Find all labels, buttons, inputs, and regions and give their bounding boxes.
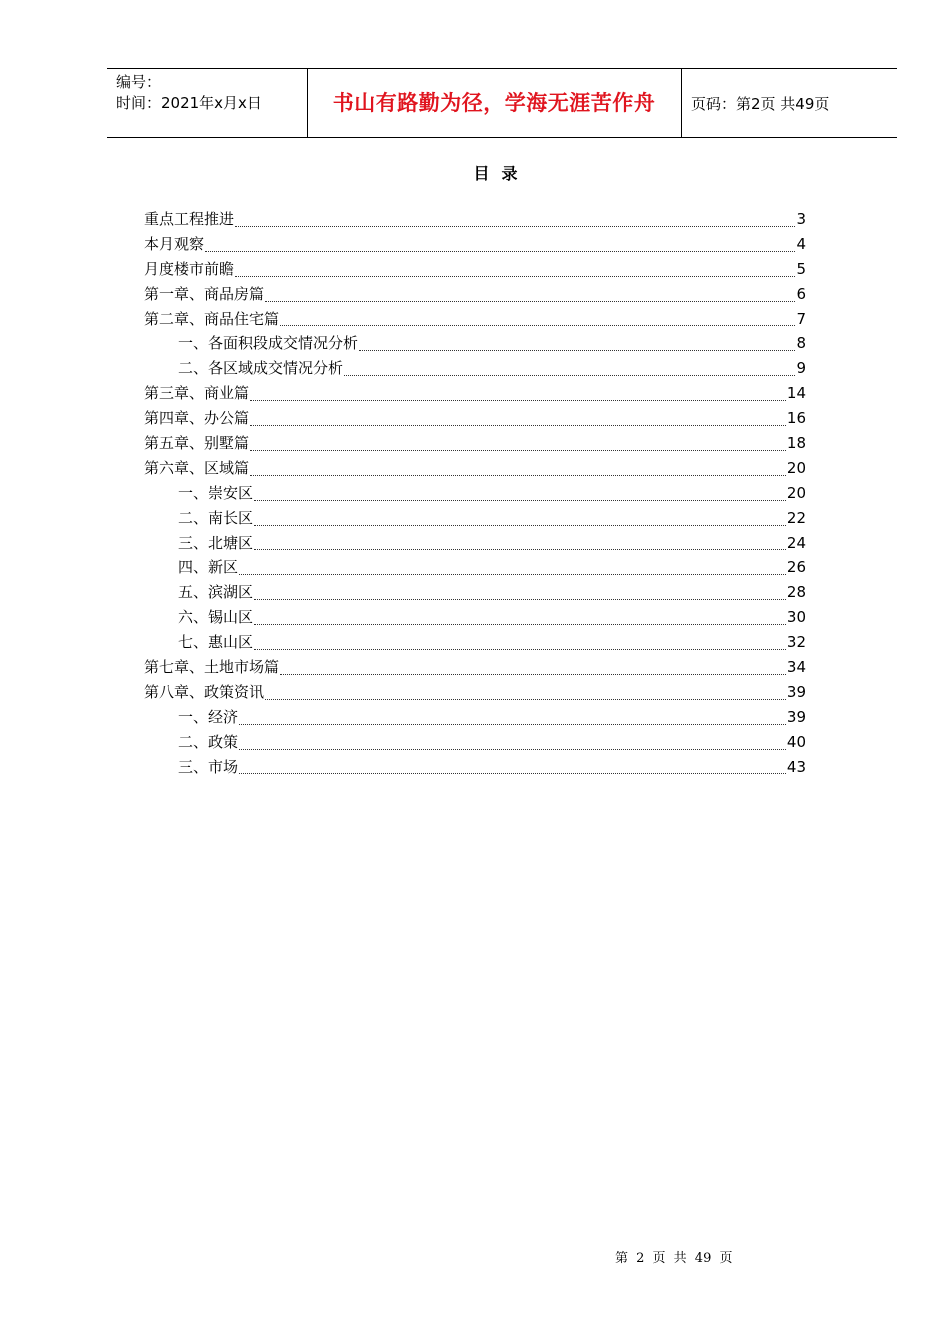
toc-leader-dots [254,598,786,600]
toc-entry-page: 30 [786,608,806,627]
header-motto: 书山有路勤为径，学海无涯苦作舟 [332,91,656,115]
toc-entry[interactable] [144,332,806,357]
toc-entry-label: 二、各区域成交情况分析 [178,359,344,378]
toc-entry-label: 第八章、政策资讯 [144,682,265,701]
toc-leader-dots [265,698,786,700]
toc-entry-page: 40 [786,732,806,751]
toc-entry-label: 二、南长区 [178,508,254,527]
toc-entry-label: 七、惠山区 [178,633,254,652]
header-divider [681,69,682,137]
toc-entry-page: 6 [796,284,806,303]
toc-entry[interactable] [144,407,806,432]
toc-entry-label: 第一章、商品房篇 [144,284,265,303]
toc-leader-dots [359,349,795,351]
table-of-contents [144,208,806,780]
toc-leader-dots [239,573,786,575]
toc-entry[interactable] [144,556,806,581]
toc-entry-label: 第七章、土地市场篇 [144,658,280,677]
toc-entry[interactable] [144,357,806,382]
time-label: 时间：2021年x月x日 [116,94,262,112]
toc-leader-dots [280,673,786,675]
number-label: 编号： [116,73,162,91]
toc-entry-page: 3 [796,210,806,228]
toc-leader-dots [344,374,795,376]
header-page-info: 页码：第2页 共49页 [691,95,830,113]
toc-entry[interactable] [144,482,806,507]
toc-entry[interactable] [144,432,806,457]
toc-entry-page: 9 [796,359,806,378]
toc-leader-dots [250,424,786,426]
toc-entry-page: 20 [786,483,806,502]
toc-entry-label: 六、锡山区 [178,608,254,627]
toc-entry-label: 一、各面积段成交情况分析 [178,334,359,353]
toc-entry-page: 24 [786,533,806,552]
toc-entry[interactable] [144,507,806,532]
header-meta [116,72,262,114]
toc-leader-dots [239,772,786,774]
toc-leader-dots [250,449,786,451]
toc-entry-page: 22 [786,508,806,527]
toc-entry[interactable] [144,656,806,681]
toc-entry-page: 32 [786,633,806,652]
page-footer: 第 2 页 共 49 页 [615,1251,733,1266]
toc-leader-dots [254,623,786,625]
toc-entry[interactable] [144,283,806,308]
toc-entry-page: 8 [796,334,806,353]
toc-entry-page: 20 [786,458,806,477]
toc-entry-page: 14 [786,384,806,403]
toc-entry[interactable] [144,581,806,606]
toc-title: 目录 [473,164,530,183]
toc-entry-page: 43 [786,757,806,776]
toc-leader-dots [239,748,786,750]
toc-entry-page: 4 [796,234,806,253]
toc-entry-label: 第二章、商品住宅篇 [144,309,280,328]
toc-leader-dots [254,648,786,650]
toc-entry[interactable] [144,532,806,557]
page-header [107,68,897,138]
toc-entry-label: 三、市场 [178,757,239,776]
toc-entry[interactable] [144,208,806,233]
toc-entry[interactable] [144,681,806,706]
toc-entry[interactable] [144,258,806,283]
toc-leader-dots [235,275,795,277]
toc-entry-label: 第三章、商业篇 [144,384,250,403]
toc-leader-dots [254,524,786,526]
toc-entry[interactable] [144,706,806,731]
toc-entry[interactable] [144,631,806,656]
toc-entry[interactable] [144,457,806,482]
toc-entry[interactable] [144,308,806,333]
toc-entry[interactable] [144,382,806,407]
toc-leader-dots [250,474,786,476]
toc-entry-page: 39 [786,682,806,701]
toc-entry-label: 第四章、办公篇 [144,409,250,428]
toc-entry-page: 16 [786,409,806,428]
toc-entry[interactable] [144,233,806,258]
toc-entry-page: 18 [786,434,806,453]
toc-leader-dots [235,225,795,227]
toc-entry[interactable] [144,606,806,631]
toc-entry-page: 28 [786,583,806,602]
toc-entry-label: 月度楼市前瞻 [144,259,235,278]
toc-entry-label: 五、滨湖区 [178,583,254,602]
toc-leader-dots [239,723,786,725]
toc-leader-dots [280,324,795,326]
toc-entry-label: 一、崇安区 [178,483,254,502]
toc-entry-label: 二、政策 [178,732,239,751]
toc-entry-label: 四、新区 [178,558,239,577]
toc-entry-label: 三、北塘区 [178,533,254,552]
toc-leader-dots [254,499,786,501]
toc-entry-page: 26 [786,558,806,577]
toc-entry-label: 第五章、别墅篇 [144,434,250,453]
toc-leader-dots [254,548,786,550]
toc-entry-page: 5 [796,259,806,278]
toc-entry-label: 一、经济 [178,707,239,726]
toc-entry[interactable] [144,756,806,781]
toc-leader-dots [250,399,786,401]
toc-entry-label: 重点工程推进 [144,210,235,228]
toc-entry-page: 39 [786,707,806,726]
toc-leader-dots [205,250,795,252]
toc-leader-dots [265,300,795,302]
toc-entry-page: 7 [796,309,806,328]
header-divider [307,69,308,137]
toc-entry-page: 34 [786,658,806,677]
toc-entry[interactable] [144,731,806,756]
toc-entry-label: 第六章、区域篇 [144,458,250,477]
toc-entry-label: 本月观察 [144,234,205,253]
